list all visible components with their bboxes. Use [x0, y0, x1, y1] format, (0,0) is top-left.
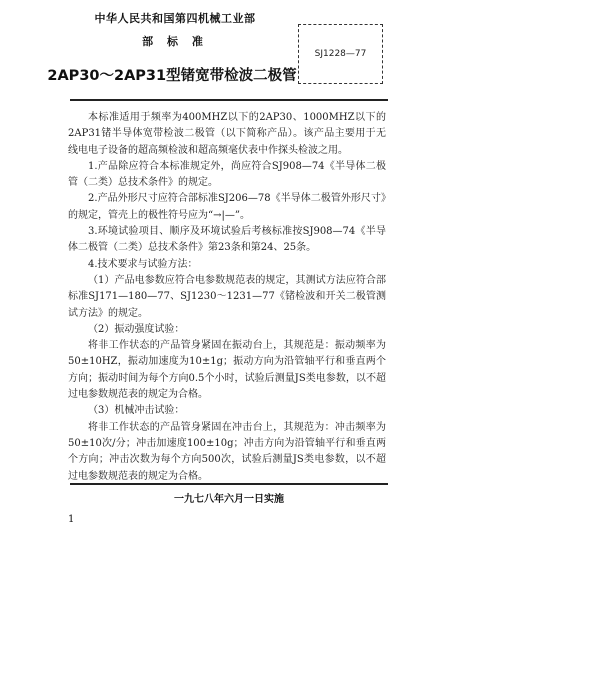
top-rule [70, 99, 388, 101]
page-number: 1 [68, 514, 75, 525]
body-paragraph: （3）机械冲击试验： [88, 405, 185, 417]
document-body [68, 110, 386, 485]
effective-date: 一九七八年六月一日实施 [174, 494, 284, 505]
ministry-name: 中华人民共和国第四机械工业部 [94, 12, 256, 25]
body-paragraph: 3.环境试验项目、顺序及环境试验后考核标准按SJ908—74《半导体二极管（二类）总技术条件》第23条和第24、25条。 [68, 226, 386, 254]
standard-code: SJ1228—77 [314, 49, 367, 59]
standard-type: 部 标 准 [142, 35, 208, 48]
body-paragraph: 将非工作状态的产品管身紧固在振动台上，其规范是：振动频率为50±10HZ，振动加速度为10±1g；振动方向为沿管轴平行和垂直两个方向；振动时间为每个方向0.5个小时，试验后测量JS类电参数，以不超过电参数规范表的规定为合格。 [68, 340, 386, 401]
body-paragraph: 1.产品除应符合本标准规定外，尚应符合SJ908—74《半导体二极管（二类）总技术条件》的规定。 [68, 160, 386, 189]
document-title: 2AP30～2AP31型锗宽带检波二极管 [47, 68, 297, 84]
body-paragraph: （2）振动强度试验： [88, 323, 185, 335]
bottom-rule [70, 483, 388, 485]
body-paragraph: 将非工作状态的产品管身紧固在冲击台上，其规范为：冲击频率为50±10次/分；冲击加速度100±10g；冲击方向为沿管轴平行和垂直两个方向；冲击次数为每个方向500次，试验后测量JS类电参数，以不超过电参数规范表的规定为合格。 [68, 421, 386, 482]
body-paragraph: （1）产品电参数应符合电参数规范表的规定，其测试方法应符合部标准SJ171—180—77、SJ1230～1231—77《锗检波和开关二极管测试方法》的规定。 [68, 274, 386, 319]
standard-code-box [298, 24, 383, 84]
body-paragraph: 本标准适用于频率为400MHZ以下的2AP30、1000MHZ以下的2AP31锗半导体宽带检波二极管（以下简称产品）。该产品主要用于无线电电子设备的超高频检波和超高频毫伏表中作探头检波之用。 [68, 112, 386, 156]
body-paragraph: 4.技术要求与试验方法： [88, 258, 198, 270]
body-paragraph: 2.产品外形尺寸应符合部标准SJ206—78《半导体二极管外形尺寸》的规定，管壳上的极性符号应为“→|—”。 [68, 193, 386, 221]
